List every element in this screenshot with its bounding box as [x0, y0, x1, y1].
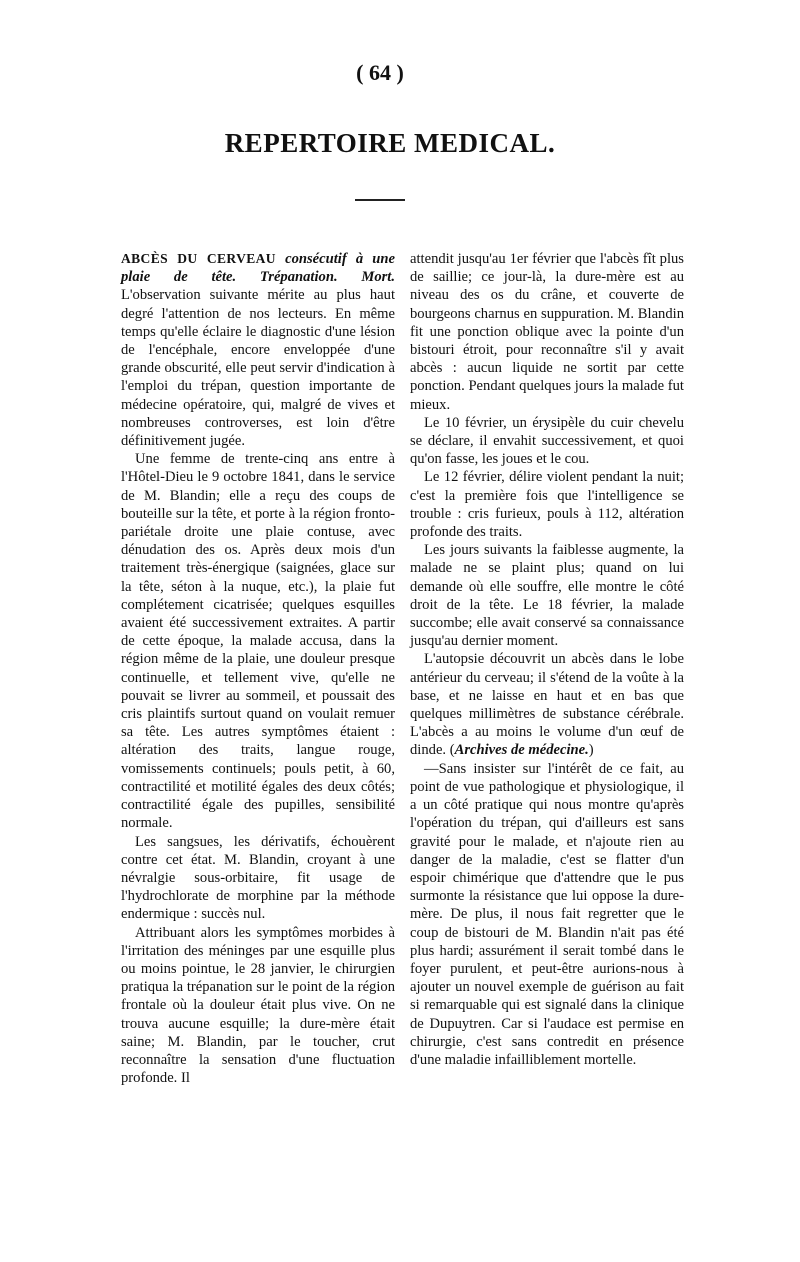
title-divider: [355, 199, 405, 201]
source-citation: Archives de médecine.: [454, 742, 589, 759]
paragraph: attendit jusqu'au 1er février que l'abcès fît plus de saillie; ce jour-là, la dure-mère est au niveau des os du crâne, et couverte de bourgeons charnus en suppuration. M. Blandin fit une ponction oblique avec la pointe d'un bistouri étroit, pour reconnaître s'il y avait abcès : aucun liquide ne sortit par cette ponction. Pendant quelques jours la malade fut mieux.: [410, 251, 684, 413]
paragraph-text: L'autopsie découvrit un abcès dans le lobe antérieur du cerveau; il s'étend de la voûte à la base, et ne laisse en haut et en bas que quelques millimètres de substance cérébrale. L'abcès a au moins le volume d'un œuf de dinde. (: [410, 651, 684, 759]
right-column: [410, 250, 684, 1069]
autopsy-paragraph: [410, 650, 684, 759]
paragraph: L'observation suivante mérite au plus haut degré l'attention de nos lecteurs. En même temps qu'elle éclaire le diagnostic d'une lésion de l'encéphale, encore enveloppée d'une grande obscurité, elle peut servir d'indication à l'emploi du trépan, question importante de médecine opératoire, qui, malgré de vives et nombreuses controverses, est loin d'être définitivement jugée.: [121, 287, 395, 450]
citation-close: ): [588, 742, 594, 759]
page-number: ( 64 ): [356, 60, 404, 85]
paragraph: Une femme de trente-cinq ans entre à l'Hôtel-Dieu le 9 octobre 1841, dans le service de M. Blandin; elle a reçu des coups de bouteille sur la tête, et porte à la région fronto-pariétale droite une plaie contuse, avec dénudation des os. Après deux mois d'un traitement très-énergique (saignées, glace sur la tête, séton à la nuque, etc.), la plaie fut complétement cicatrisée; quelques esquilles avaient été successivement extraites. A partir de cette époque, la malade accusa, dans la région même de la plaie, une douleur presque continuelle, et tellement vive, qu'elle ne pouvait se livrer au sommeil, et poussait des cris plaintifs surtout quand on voulait remuer sa tête. Les autres symptômes étaient : altération des traits, langue rouge, vomissements continuels; pouls petit, à 60, contractilité et motilité égales des deux côtés; contractilité égale des pupilles, sensibilité normale.: [121, 451, 395, 832]
page-title: REPERTOIRE MEDICAL.: [224, 128, 556, 158]
left-column: [121, 250, 395, 1087]
paragraph: Attribuant alors les symptômes morbides à l'irritation des méninges par une esquille plus ou moins pointue, le 28 janvier, le chirurgien pratiqua la trépanation sur le point de la région frontale où la douleur était plus vive. On ne trouva aucune esquille; la dure-mère était saine; M. Blandin, par le toucher, crut reconnaître la sensation d'une fluctuation profonde. Il: [121, 924, 395, 1087]
entry-subtitle: consécutif à une plaie de tête. Trépanation. Mort.: [121, 251, 395, 286]
paragraph: Le 12 février, délire violent pendant la nuit; c'est la première fois que l'intelligence se trouble : cris furieux, pouls à 112, altération profonde des traits.: [410, 469, 684, 541]
entry-title: ABCÈS DU CERVEAU: [121, 251, 276, 266]
paragraph: Le 10 février, un érysipèle du cuir chevelu se déclare, il envahit successivement, et quoi qu'on fasse, les joues et le cou.: [410, 414, 684, 468]
article-opening: [121, 250, 395, 450]
paragraph: Les jours suivants la faiblesse augmente, la malade ne se plaint plus; quand on lui demande où elle souffre, elle montre le côté droit de la tête. Le 18 février, la malade succombe; elle avait conservé sa connaissance jusqu'au dernier moment.: [410, 542, 684, 650]
paragraph: Les sangsues, les dérivatifs, échouèrent contre cet état. M. Blandin, croyant à une névralgie sous-orbitaire, fit usage de l'hydrochlorate de morphine par la méthode endermique : succès nul.: [121, 833, 395, 923]
paragraph: —Sans insister sur l'intérêt de ce fait, au point de vue pathologique et physiologique, il a un côté pratique qui nous montre qu'après l'opération du trépan, qui d'ailleurs est sans gravité pour le malade, et n'ajoute rien au danger de la maladie, c'est se flatter d'un espoir chimérique que d'attendre que le pus surmonte la résistance que lui oppose la dure-mère. De plus, il nous fait regretter que le coup de bistouri de M. Blandin n'ait pas été plus hardi; assurément il serait tombé dans le foyer purulent, et peut-être aurions-nous à ajouter un nouvel exemple de guérison au fait si remarquable qui est signalé dans la clinique de Dupuytren. Car si l'audace est permise en chirurgie, c'est sans contredit en présence d'une maladie infailliblement mortelle.: [410, 760, 684, 1068]
